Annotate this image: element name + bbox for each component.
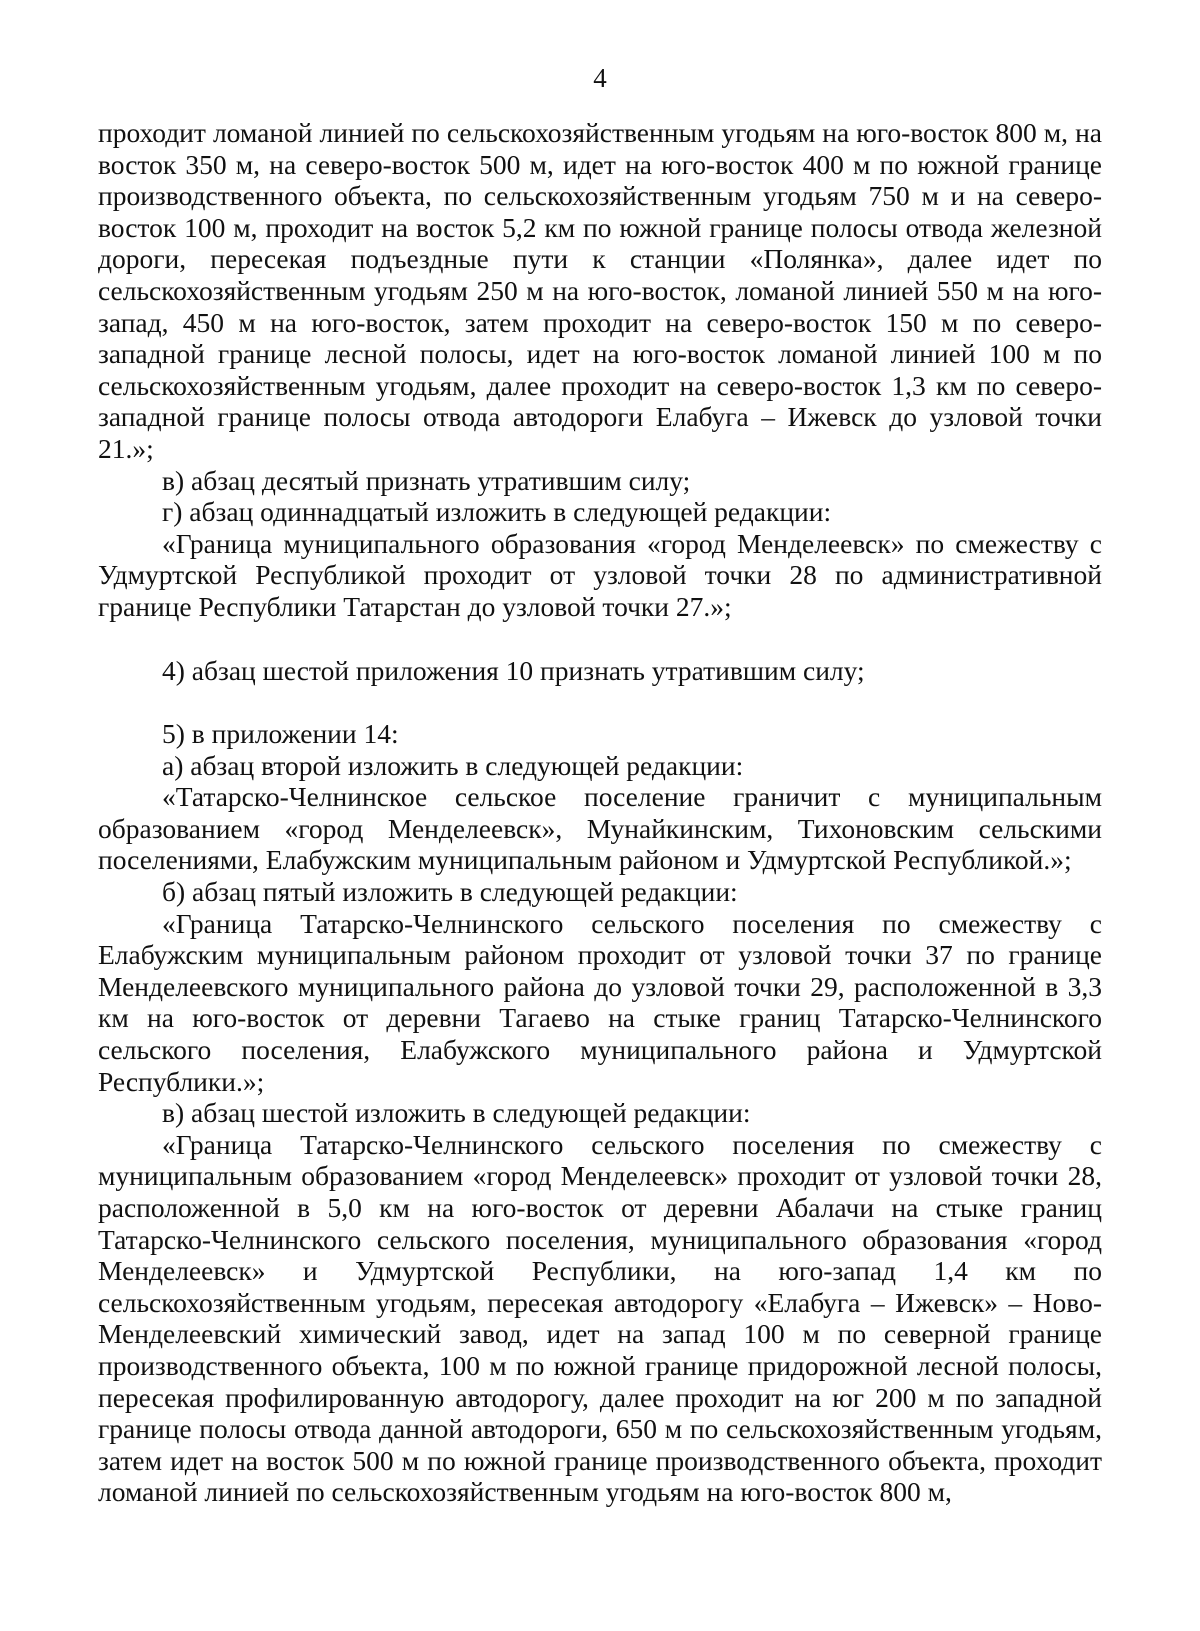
paragraph-quote-elabuga-border: «Граница Татарско-Челнинского сельского поселения по смежеству с Елабужским муниципальным районом проходит от узловой точки 37 по границе Менделеевского муниципального района до узловой точки 29, расположенной в 3,3 км на юго-восток от деревни Тагаево на стыке границ Татарско-Челнинского сельского поселения, Елабужского муниципального района и Удмуртской Республики.»; — [98, 907, 1102, 1097]
paragraph-quote-tatarsko-chelninskoe: «Татарско-Челнинское сельское поселение граничит с муниципальным образованием «город Менделеевск», Мунайкинским, Тихоновским сельскими поселениями, Елабужским муниципальным районом и Удмуртской Республикой.»; — [98, 781, 1102, 876]
paragraph-item-b: б) абзац пятый изложить в следующей редакции: — [162, 876, 738, 908]
paragraph-item-4: 4) абзац шестой приложения 10 признать утратившим силу; — [162, 654, 865, 686]
paragraph-item-v: в) абзац десятый признать утратившим силу; — [162, 464, 691, 496]
paragraph-gap — [98, 623, 1102, 655]
paragraph-item-5: 5) в приложении 14: — [162, 718, 399, 750]
paragraph-item-v2: в) абзац шестой изложить в следующей редакции: — [162, 1097, 751, 1129]
paragraph-item-g: г) абзац одиннадцатый изложить в следующей редакции: — [162, 496, 832, 528]
paragraph-item-a: а) абзац второй изложить в следующей редакции: — [162, 749, 744, 781]
paragraph-quote-mendeleevsk: «Граница муниципального образования «город Менделеевск» по смежеству с Удмуртской Республикой проходит от узловой точки 28 по административной границе Республики Татарстан до узловой точки 27.»; — [98, 527, 1102, 622]
paragraph-continuation: проходит ломаной линией по сельскохозяйственным угодьям на юго-восток 800 м, на восток 350 м, на северо-восток 500 м, идет на юго-восток 400 м по южной границе производственного объекта, по сельскохозяйственным угодьям 750 м и на северо-восток 100 м, проходит на восток 5,2 км по южной границе полосы отвода железной дороги, пересекая подъездные пути к станции «Полянка», далее идет по сельскохозяйственным угодьям 250 м на юго-восток, ломаной линией 550 м на юго-запад, 450 м на юго-восток, затем проходит на северо-восток 150 м по северо-западной границе лесной полосы, идет на юго-восток ломаной линией 100 м по сельскохозяйственным угодьям, далее проходит на северо-восток 1,3 км по северо-западной границе полосы отвода автодороги Елабуга – Ижевск до узловой точки 21.»; — [98, 117, 1102, 464]
document-body — [98, 117, 1102, 1508]
page-number: 4 — [593, 63, 607, 93]
paragraph-quote-mendeleevsk-border: «Граница Татарско-Челнинского сельского поселения по смежеству с муниципальным образованием «город Менделеевск» проходит от узловой точки 28, расположенной в 5,0 км на юго-восток от деревни Абалачи на стыке границ Татарско-Челнинского сельского поселения, муниципального образования «город Менделеевск» и Удмуртской Республики, на юго-запад 1,4 км по сельскохозяйственным угодьям, пересекая автодорогу «Елабуга – Ижевск» – Ново-Менделеевский химический завод, идет на запад 100 м по северной границе производственного объекта, 100 м по южной границе придорожной лесной полосы, пересекая профилированную автодорогу, далее проходит на юг 200 м по западной границе полосы отвода данной автодороги, 650 м по сельскохозяйственным угодьям, затем идет на восток 500 м по южной границе производственного объекта, проходит ломаной линией по сельскохозяйственным угодьям на юго-восток 800 м, — [98, 1128, 1102, 1508]
paragraph-gap — [98, 686, 1102, 718]
